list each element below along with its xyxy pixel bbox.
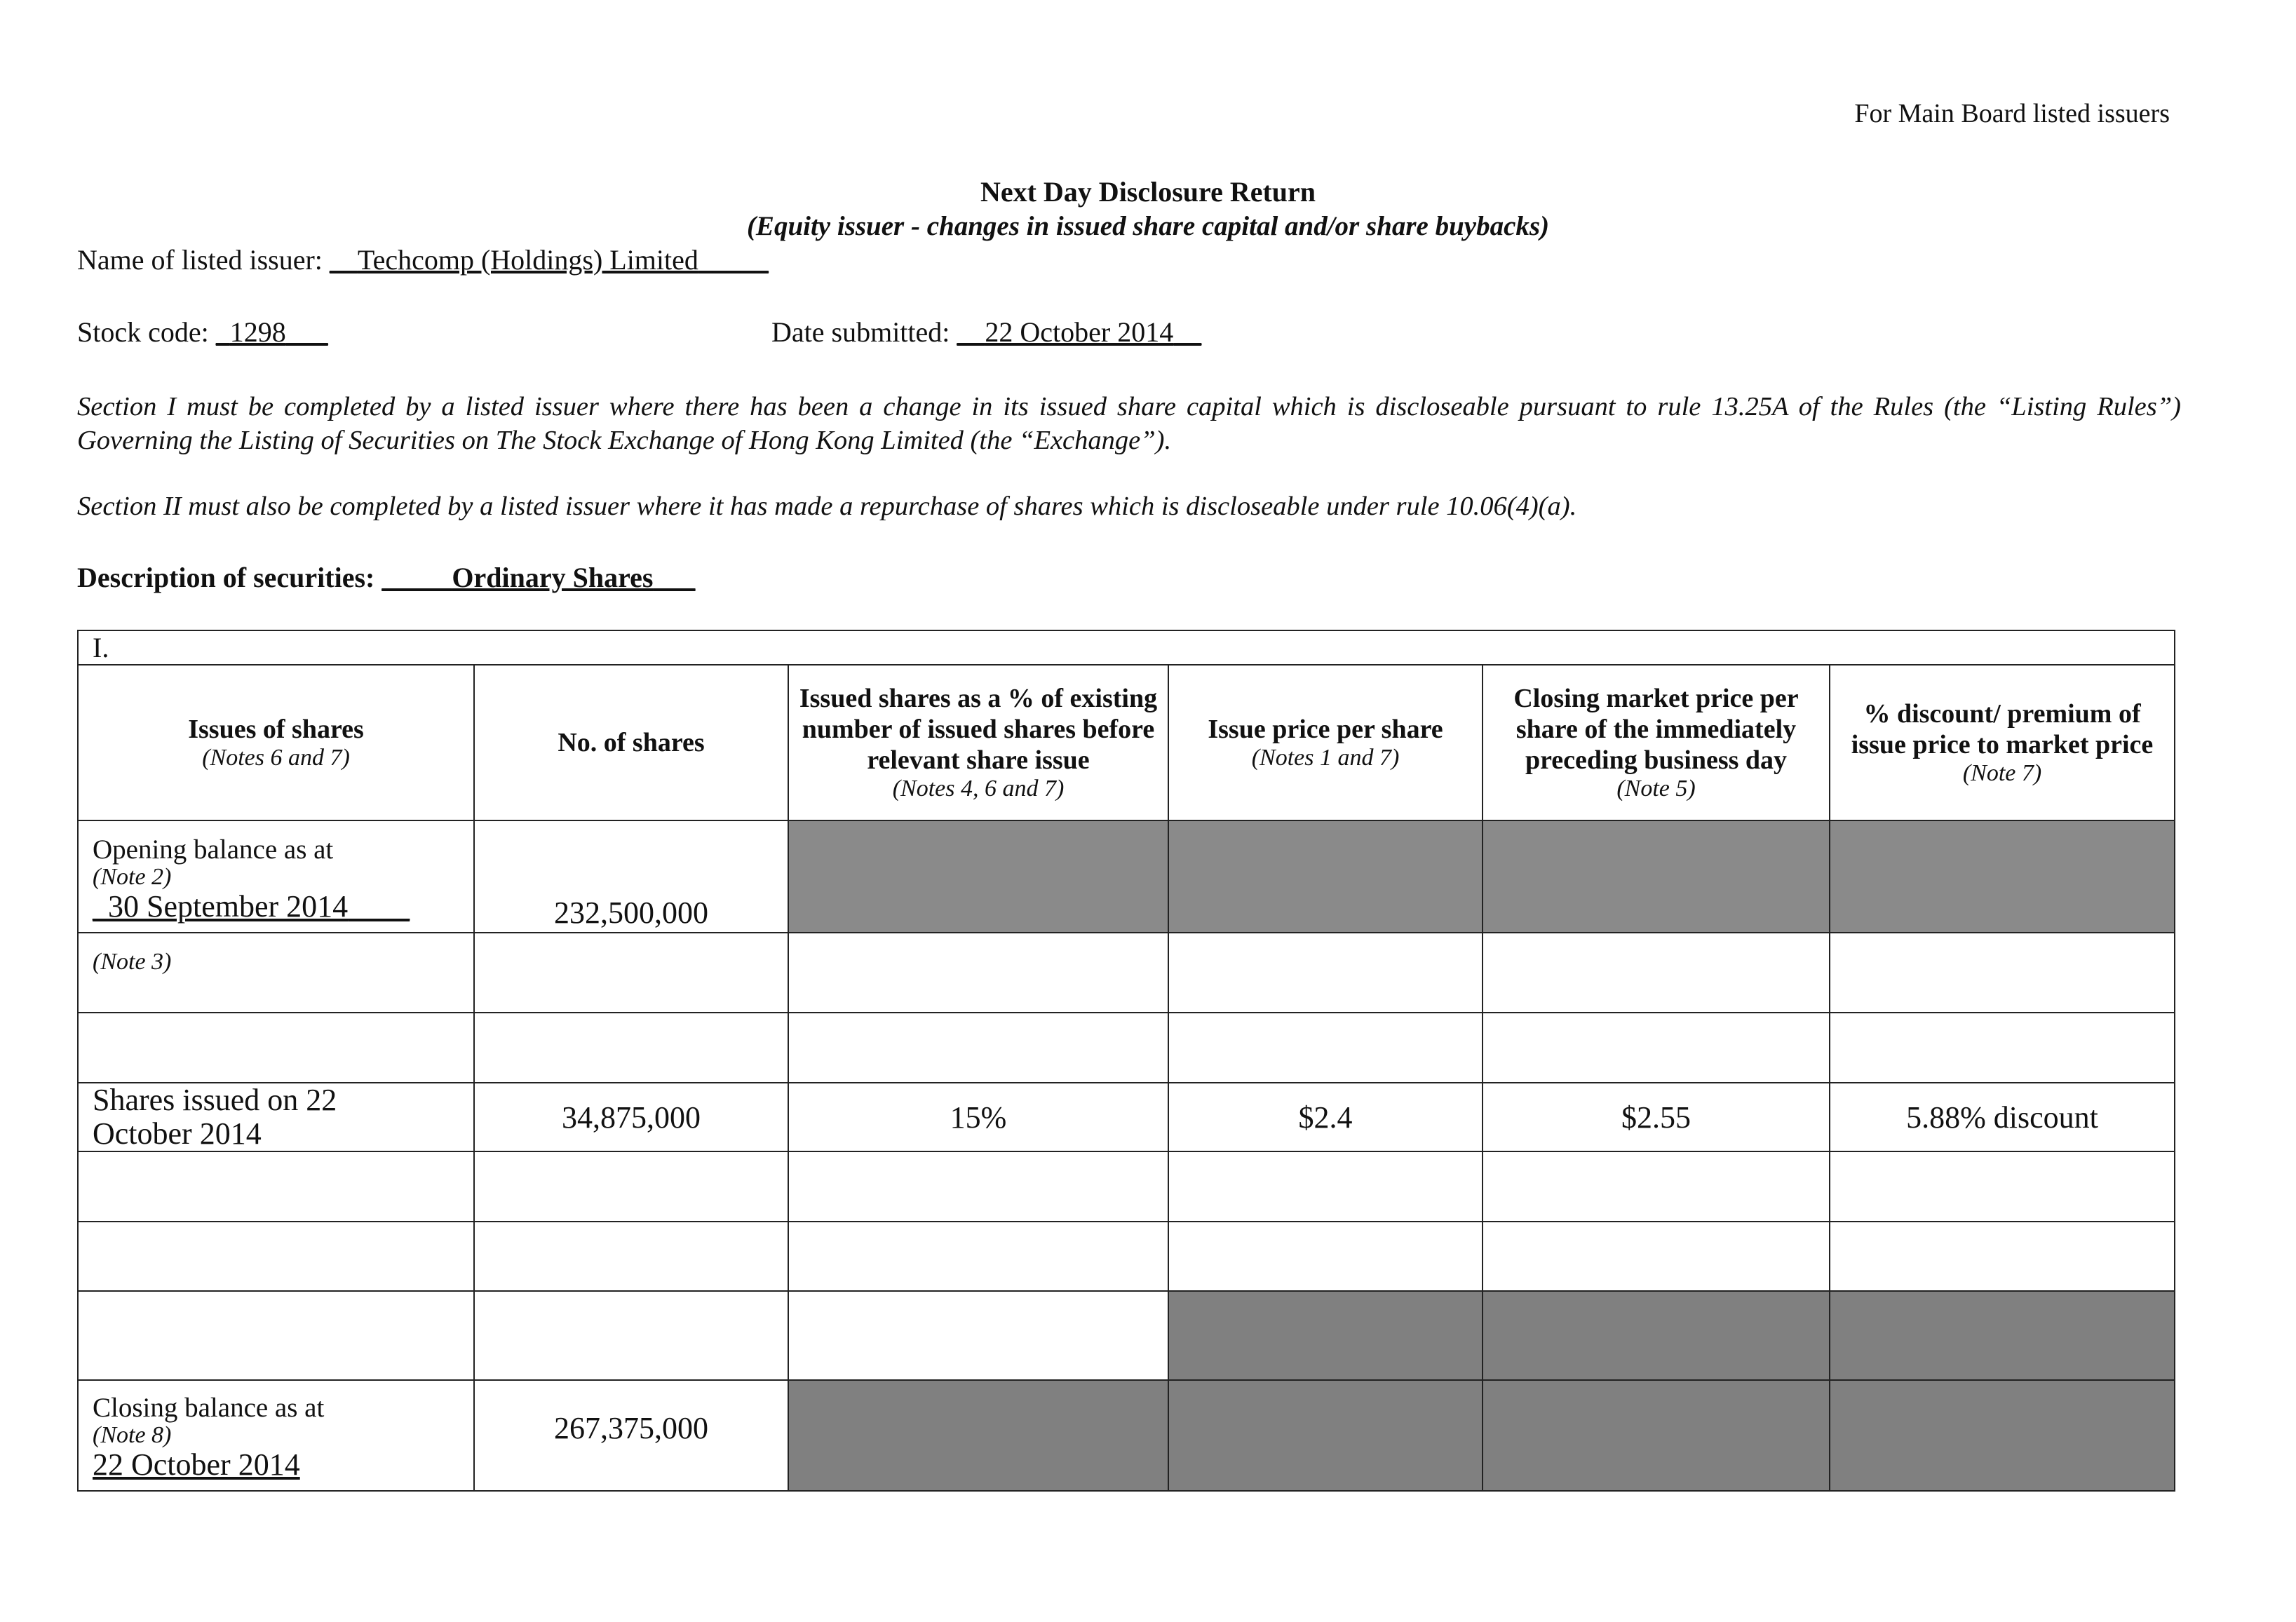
issuer-name-value: Techcomp (Holdings) Limited [357, 244, 698, 276]
shaded-cell [1483, 820, 1830, 933]
table-header-row [78, 665, 2175, 820]
issue-row [78, 1083, 2175, 1151]
document-subtitle: (Equity issuer - changes in issued share capital and/or share buybacks) [746, 211, 1550, 241]
header-discount-premium: % discount/ premium of issue price to market price (Note 7) [1830, 665, 2175, 820]
securities-description-label: Description of securities: [77, 562, 375, 593]
date-submitted-line [771, 316, 1201, 349]
table-row [78, 1291, 2175, 1380]
shaded-cell [1483, 1291, 1830, 1380]
securities-description-field: _____Ordinary Shares___ [381, 562, 696, 593]
issue-row-market-price: $2.55 [1483, 1083, 1830, 1151]
shaded-cell [1830, 820, 2175, 933]
stock-code-label: Stock code: [77, 316, 209, 348]
date-submitted-field: __22 October 2014__ [957, 316, 1202, 348]
table-row [78, 1222, 2175, 1291]
opening-balance-row [78, 820, 2175, 933]
table-row [78, 1013, 2175, 1083]
note3-row [78, 933, 2175, 1013]
opening-shares: 232,500,000 [474, 820, 788, 933]
document-title: Next Day Disclosure Return [980, 176, 1316, 208]
share-issues-table [77, 630, 2175, 1492]
header-issued-percent: Issued shares as a % of existing number of issued shares before relevant share issue (Notes 4, 6 and 7) [788, 665, 1168, 820]
closing-balance-row [78, 1380, 2175, 1491]
shaded-cell [1168, 1291, 1483, 1380]
shaded-cell [1168, 820, 1483, 933]
stock-code-line [77, 316, 328, 349]
issuer-name-label: Name of listed issuer: [77, 244, 323, 276]
closing-balance-cell [78, 1380, 474, 1491]
opening-balance-cell [78, 820, 474, 933]
header-issues-of-shares: Issues of shares (Notes 6 and 7) [78, 665, 474, 820]
issue-row-issue-price: $2.4 [1168, 1083, 1483, 1151]
section-label-row [78, 630, 2175, 665]
shaded-cell [1168, 1380, 1483, 1491]
header-no-of-shares: No. of shares [474, 665, 788, 820]
issuer-name-line [77, 243, 769, 276]
shaded-cell [788, 1380, 1168, 1491]
shaded-cell [1830, 1291, 2175, 1380]
section-two-instruction: Section II must also be completed by a listed issuer where it has made a repurchase of shares which is discloseable under rule 10.06(4)(a). [77, 492, 1577, 521]
shaded-cell [788, 820, 1168, 933]
header-closing-market-price: Closing market price per share of the immediately preceding business day (Note 5) [1483, 665, 1830, 820]
note3-label: (Note 3) [78, 933, 474, 1013]
table-row [78, 1151, 2175, 1222]
opening-balance-label: Opening balance as at [93, 834, 334, 865]
closing-balance-note: (Note 8) [93, 1422, 172, 1448]
closing-balance-date: 22 October 2014 [93, 1447, 300, 1482]
section-label: I. [78, 630, 2175, 665]
shaded-cell [1483, 1380, 1830, 1491]
shaded-cell [1830, 1380, 2175, 1491]
issuer-name-field: __Techcomp (Holdings) Limited_____ [329, 244, 769, 276]
securities-description-line [77, 561, 695, 594]
stock-code-value: 1298 [229, 316, 286, 348]
date-submitted-value: 22 October 2014 [985, 316, 1174, 348]
closing-balance-label: Closing balance as at [93, 1393, 325, 1423]
date-submitted-label: Date submitted: [771, 316, 950, 348]
opening-balance-date: _30 September 2014____ [93, 889, 410, 924]
section-one-instruction: Section I must be completed by a listed issuer where there has been a change in its issued share capital which is discloseable pursuant to rule 13.25A of the Rules (the “Listing Rules”) Governing the Listing of Securities on The Stock Exchange of Hong Kong Limited (the “Exchange”). [77, 392, 2181, 455]
issue-row-percent: 15% [788, 1083, 1168, 1151]
issue-row-label: Shares issued on 22 October 2014 [78, 1083, 474, 1151]
header-issue-price: Issue price per share (Notes 1 and 7) [1168, 665, 1483, 820]
issue-row-discount: 5.88% discount [1830, 1083, 2175, 1151]
securities-description-value: Ordinary Shares [452, 562, 654, 593]
stock-code-field: _1298___ [215, 316, 328, 348]
opening-balance-note: (Note 2) [93, 864, 172, 890]
board-label: For Main Board listed issuers [1854, 99, 2170, 128]
issue-row-shares: 34,875,000 [474, 1083, 788, 1151]
closing-shares: 267,375,000 [474, 1380, 788, 1491]
